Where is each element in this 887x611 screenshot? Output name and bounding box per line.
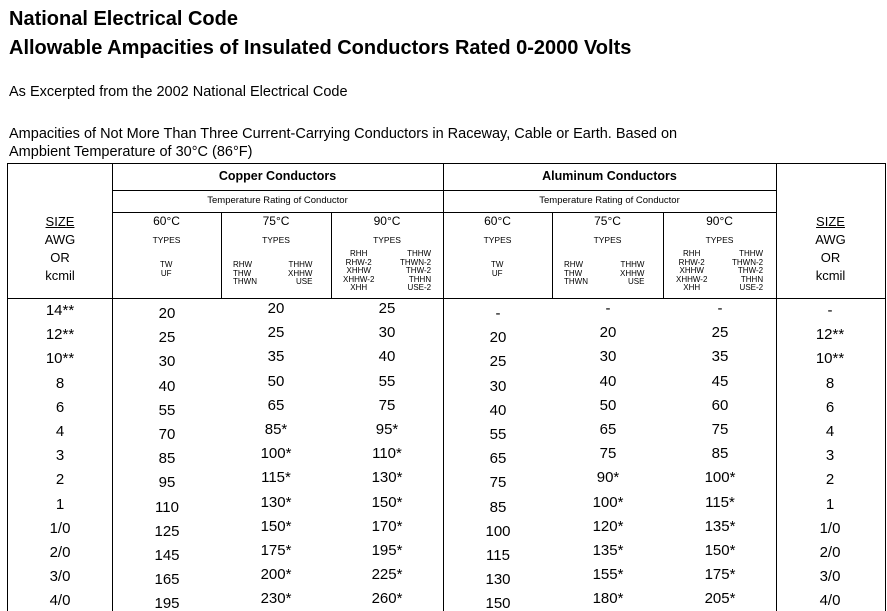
ampacity-cell: 85 xyxy=(158,450,176,468)
ampacity-cell: 65 xyxy=(489,450,507,468)
ampacity-cell: 35 xyxy=(711,348,729,366)
size-cell: 1 xyxy=(825,495,835,513)
types-label: TYPES xyxy=(373,235,401,245)
ampacity-cell: 180* xyxy=(592,590,624,608)
types-label: TYPES xyxy=(152,235,181,245)
ampacity-cell: 30 xyxy=(378,324,396,342)
ampacity-cell: 55 xyxy=(158,401,176,419)
ampacity-cell: 200* xyxy=(260,566,292,584)
size-header-size: SIZE xyxy=(45,214,75,229)
size-cell: 14** xyxy=(45,302,75,319)
ampacity-cell: 65 xyxy=(599,421,617,438)
size-cell: 4/0 xyxy=(819,592,841,610)
ampacity-cell: 60 xyxy=(711,396,729,414)
ampacity-cell: 150* xyxy=(371,493,403,511)
ampacity-cell: 65 xyxy=(267,396,285,414)
types-label: TYPES xyxy=(262,235,290,245)
ampacity-cell: 75 xyxy=(711,421,729,438)
ampacity-cell: 75 xyxy=(489,474,507,492)
ampacity-cell: 195 xyxy=(154,595,180,611)
ampacity-cell: 40 xyxy=(599,372,617,390)
ampacity-cell: 135* xyxy=(704,517,736,535)
size-cell: 12** xyxy=(815,326,845,344)
copper-temp-rating-label: Temperature Rating of Conductor xyxy=(207,195,348,206)
aluminum-75-insulation-types-a: RHW THW THWN xyxy=(564,260,588,286)
ampacity-cell: 25 xyxy=(158,329,176,347)
ampacity-cell: 100* xyxy=(260,445,292,463)
aluminum-60-insulation-types: TW UF xyxy=(491,260,504,278)
aluminum-conductors-header: Aluminum Conductors xyxy=(542,169,677,183)
source-note: As Excerpted from the 2002 National Electrical Code xyxy=(9,84,348,100)
ampacity-cell: 30 xyxy=(489,377,507,395)
divider xyxy=(112,164,113,611)
divider xyxy=(112,212,776,213)
ampacity-cell: 40 xyxy=(158,377,176,395)
ampacity-cell: 115* xyxy=(705,493,735,511)
ampacity-cell: 20 xyxy=(267,300,285,317)
ampacity-cell: 100* xyxy=(592,493,624,511)
ampacity-cell: 25 xyxy=(711,324,729,342)
copper-90-insulation-types-b: THHW THWN-2 THW-2 THHN USE-2 xyxy=(400,249,432,292)
divider xyxy=(443,164,444,611)
ampacity-cell: 50 xyxy=(267,372,285,390)
ampacity-cell: 150 xyxy=(485,595,511,611)
page-title: National Electrical Code xyxy=(9,8,238,30)
ampacity-cell: 30 xyxy=(158,353,176,371)
page-subtitle-heading: Allowable Ampacities of Insulated Conductors Rated 0-2000 Volts xyxy=(9,37,632,59)
aluminum-temp-75: 75°C xyxy=(594,214,621,228)
ampacity-cell: 150* xyxy=(704,542,736,559)
types-label: TYPES xyxy=(483,235,512,245)
size-cell: 8 xyxy=(825,374,835,392)
ampacity-cell: 195* xyxy=(371,542,403,559)
ampacity-cell: 115 xyxy=(486,547,510,564)
size-cell: 12** xyxy=(45,326,75,344)
copper-temp-60: 60°C xyxy=(153,214,180,228)
ampacity-cell: 165 xyxy=(154,571,180,589)
size-header-or: OR xyxy=(820,250,841,265)
size-cell: 4 xyxy=(825,423,835,440)
ampacity-cell: 175* xyxy=(260,542,292,559)
ampacity-cell: 110 xyxy=(155,498,179,516)
size-cell: 1/0 xyxy=(819,519,841,537)
size-header-kcmil: kcmil xyxy=(45,268,75,283)
description xyxy=(9,125,789,161)
description-line-2: Ampbient Temperature of 30°C (86°F) xyxy=(9,144,253,160)
types-label: TYPES xyxy=(705,235,734,245)
ampacity-cell: 85 xyxy=(489,498,507,516)
copper-60-insulation-types: TW UF xyxy=(160,260,173,278)
ampacity-cell: 150* xyxy=(260,517,292,535)
ampacity-cell: 95* xyxy=(375,421,399,438)
size-header-left xyxy=(8,213,112,285)
size-cell: 8 xyxy=(55,374,65,392)
ampacity-cell: 145 xyxy=(154,547,180,564)
ampacity-cell: 25 xyxy=(267,324,285,342)
ampacity-cell: 70 xyxy=(158,426,176,443)
aluminum-temp-60: 60°C xyxy=(484,214,511,228)
size-cell: 10** xyxy=(45,350,75,368)
ampacity-cell: 120* xyxy=(592,517,624,535)
divider xyxy=(8,298,885,299)
ampacity-cell: 170* xyxy=(371,517,403,535)
ampacity-cell: - xyxy=(717,300,723,317)
size-cell: 6 xyxy=(825,398,835,416)
size-cell: 1 xyxy=(55,495,65,513)
size-header-or: OR xyxy=(50,250,70,265)
ampacity-cell: 75 xyxy=(599,445,617,463)
ampacity-cell: - xyxy=(605,300,611,317)
size-cell: 4 xyxy=(55,423,65,440)
size-cell: 3 xyxy=(825,447,835,465)
aluminum-temp-90: 90°C xyxy=(706,214,733,228)
ampacity-cell: 175* xyxy=(704,566,736,584)
ampacity-cell: 25 xyxy=(378,300,396,317)
ampacity-cell: 50 xyxy=(599,396,617,414)
ampacity-cell: 225* xyxy=(371,566,403,584)
ampacity-cell: 230* xyxy=(260,590,292,608)
ampacity-cell: 20 xyxy=(489,329,507,347)
ampacity-cell: 130 xyxy=(485,571,511,589)
ampacity-cell: 155* xyxy=(592,566,624,584)
ampacity-cell: 95 xyxy=(158,474,176,492)
ampacity-cell: 110* xyxy=(372,445,402,463)
description-line-1: Ampacities of Not More Than Three Current-Carrying Conductors in Raceway, Cable or Earth. Based on xyxy=(9,126,678,142)
ampacity-cell: 205* xyxy=(704,590,736,608)
copper-conductors-header: Copper Conductors xyxy=(218,169,337,183)
types-label: TYPES xyxy=(593,235,622,245)
ampacity-cell: 90* xyxy=(596,469,620,487)
ampacity-cell: 40 xyxy=(378,348,396,366)
ampacity-cell: 55 xyxy=(489,426,507,443)
aluminum-75-insulation-types-b: THHW XHHW USE xyxy=(620,260,645,286)
size-cell: 4/0 xyxy=(49,592,71,610)
ampacity-cell: 85 xyxy=(711,445,729,463)
ampacity-cell: 130* xyxy=(260,493,292,511)
divider xyxy=(112,190,776,191)
size-header-size: SIZE xyxy=(816,214,845,229)
ampacity-cell: 45 xyxy=(711,372,729,390)
size-cell: 2 xyxy=(55,471,65,489)
ampacity-cell: 100* xyxy=(704,469,736,487)
aluminum-temp-rating-label: Temperature Rating of Conductor xyxy=(539,195,680,206)
ampacity-cell: 125 xyxy=(154,522,180,540)
size-cell: 2 xyxy=(825,471,835,489)
copper-90-insulation-types-a: RHH RHW-2 XHHW XHHW-2 XHH xyxy=(343,249,375,292)
copper-temp-75: 75°C xyxy=(262,214,290,228)
ampacity-cell: 20 xyxy=(158,305,176,322)
size-cell: 3 xyxy=(55,447,65,465)
size-cell: 2/0 xyxy=(819,544,841,561)
ampacity-table xyxy=(7,163,886,611)
aluminum-90-insulation-types-b: THHW THWN-2 THW-2 THHN USE-2 xyxy=(732,249,764,292)
aluminum-90-insulation-types-a: RHH RHW-2 XHHW XHHW-2 XHH xyxy=(676,249,708,292)
ampacity-cell: 20 xyxy=(599,324,617,342)
ampacity-cell: 30 xyxy=(599,348,617,366)
size-cell: 3/0 xyxy=(819,568,841,586)
ampacity-cell: 130* xyxy=(371,469,403,487)
size-cell: - xyxy=(827,302,833,319)
ampacity-cell: 40 xyxy=(489,401,507,419)
size-header-kcmil: kcmil xyxy=(815,268,846,283)
ampacity-cell: 100 xyxy=(485,522,511,540)
ampacity-cell: 135* xyxy=(592,542,624,559)
size-header-right xyxy=(776,213,885,285)
ampacity-cell: 85* xyxy=(264,421,288,438)
copper-75-insulation-types-b: THHW XHHW USE xyxy=(288,260,313,286)
size-cell: 3/0 xyxy=(49,568,71,586)
ampacity-cell: - xyxy=(495,305,501,322)
copper-75-insulation-types-a: RHW THW THWN xyxy=(233,260,257,286)
ampacity-cell: 115* xyxy=(261,469,291,487)
copper-temp-90: 90°C xyxy=(373,214,401,228)
ampacity-cell: 55 xyxy=(378,372,396,390)
size-cell: 6 xyxy=(55,398,65,416)
ampacity-cell: 25 xyxy=(489,353,507,371)
ampacity-cell: 260* xyxy=(371,590,403,608)
size-header-awg: AWG xyxy=(815,232,846,247)
size-header-awg: AWG xyxy=(44,232,76,247)
ampacity-cell: 35 xyxy=(267,348,285,366)
size-cell: 2/0 xyxy=(49,544,71,561)
size-cell: 1/0 xyxy=(49,519,71,537)
size-cell: 10** xyxy=(815,350,845,368)
ampacity-cell: 75 xyxy=(378,396,396,414)
